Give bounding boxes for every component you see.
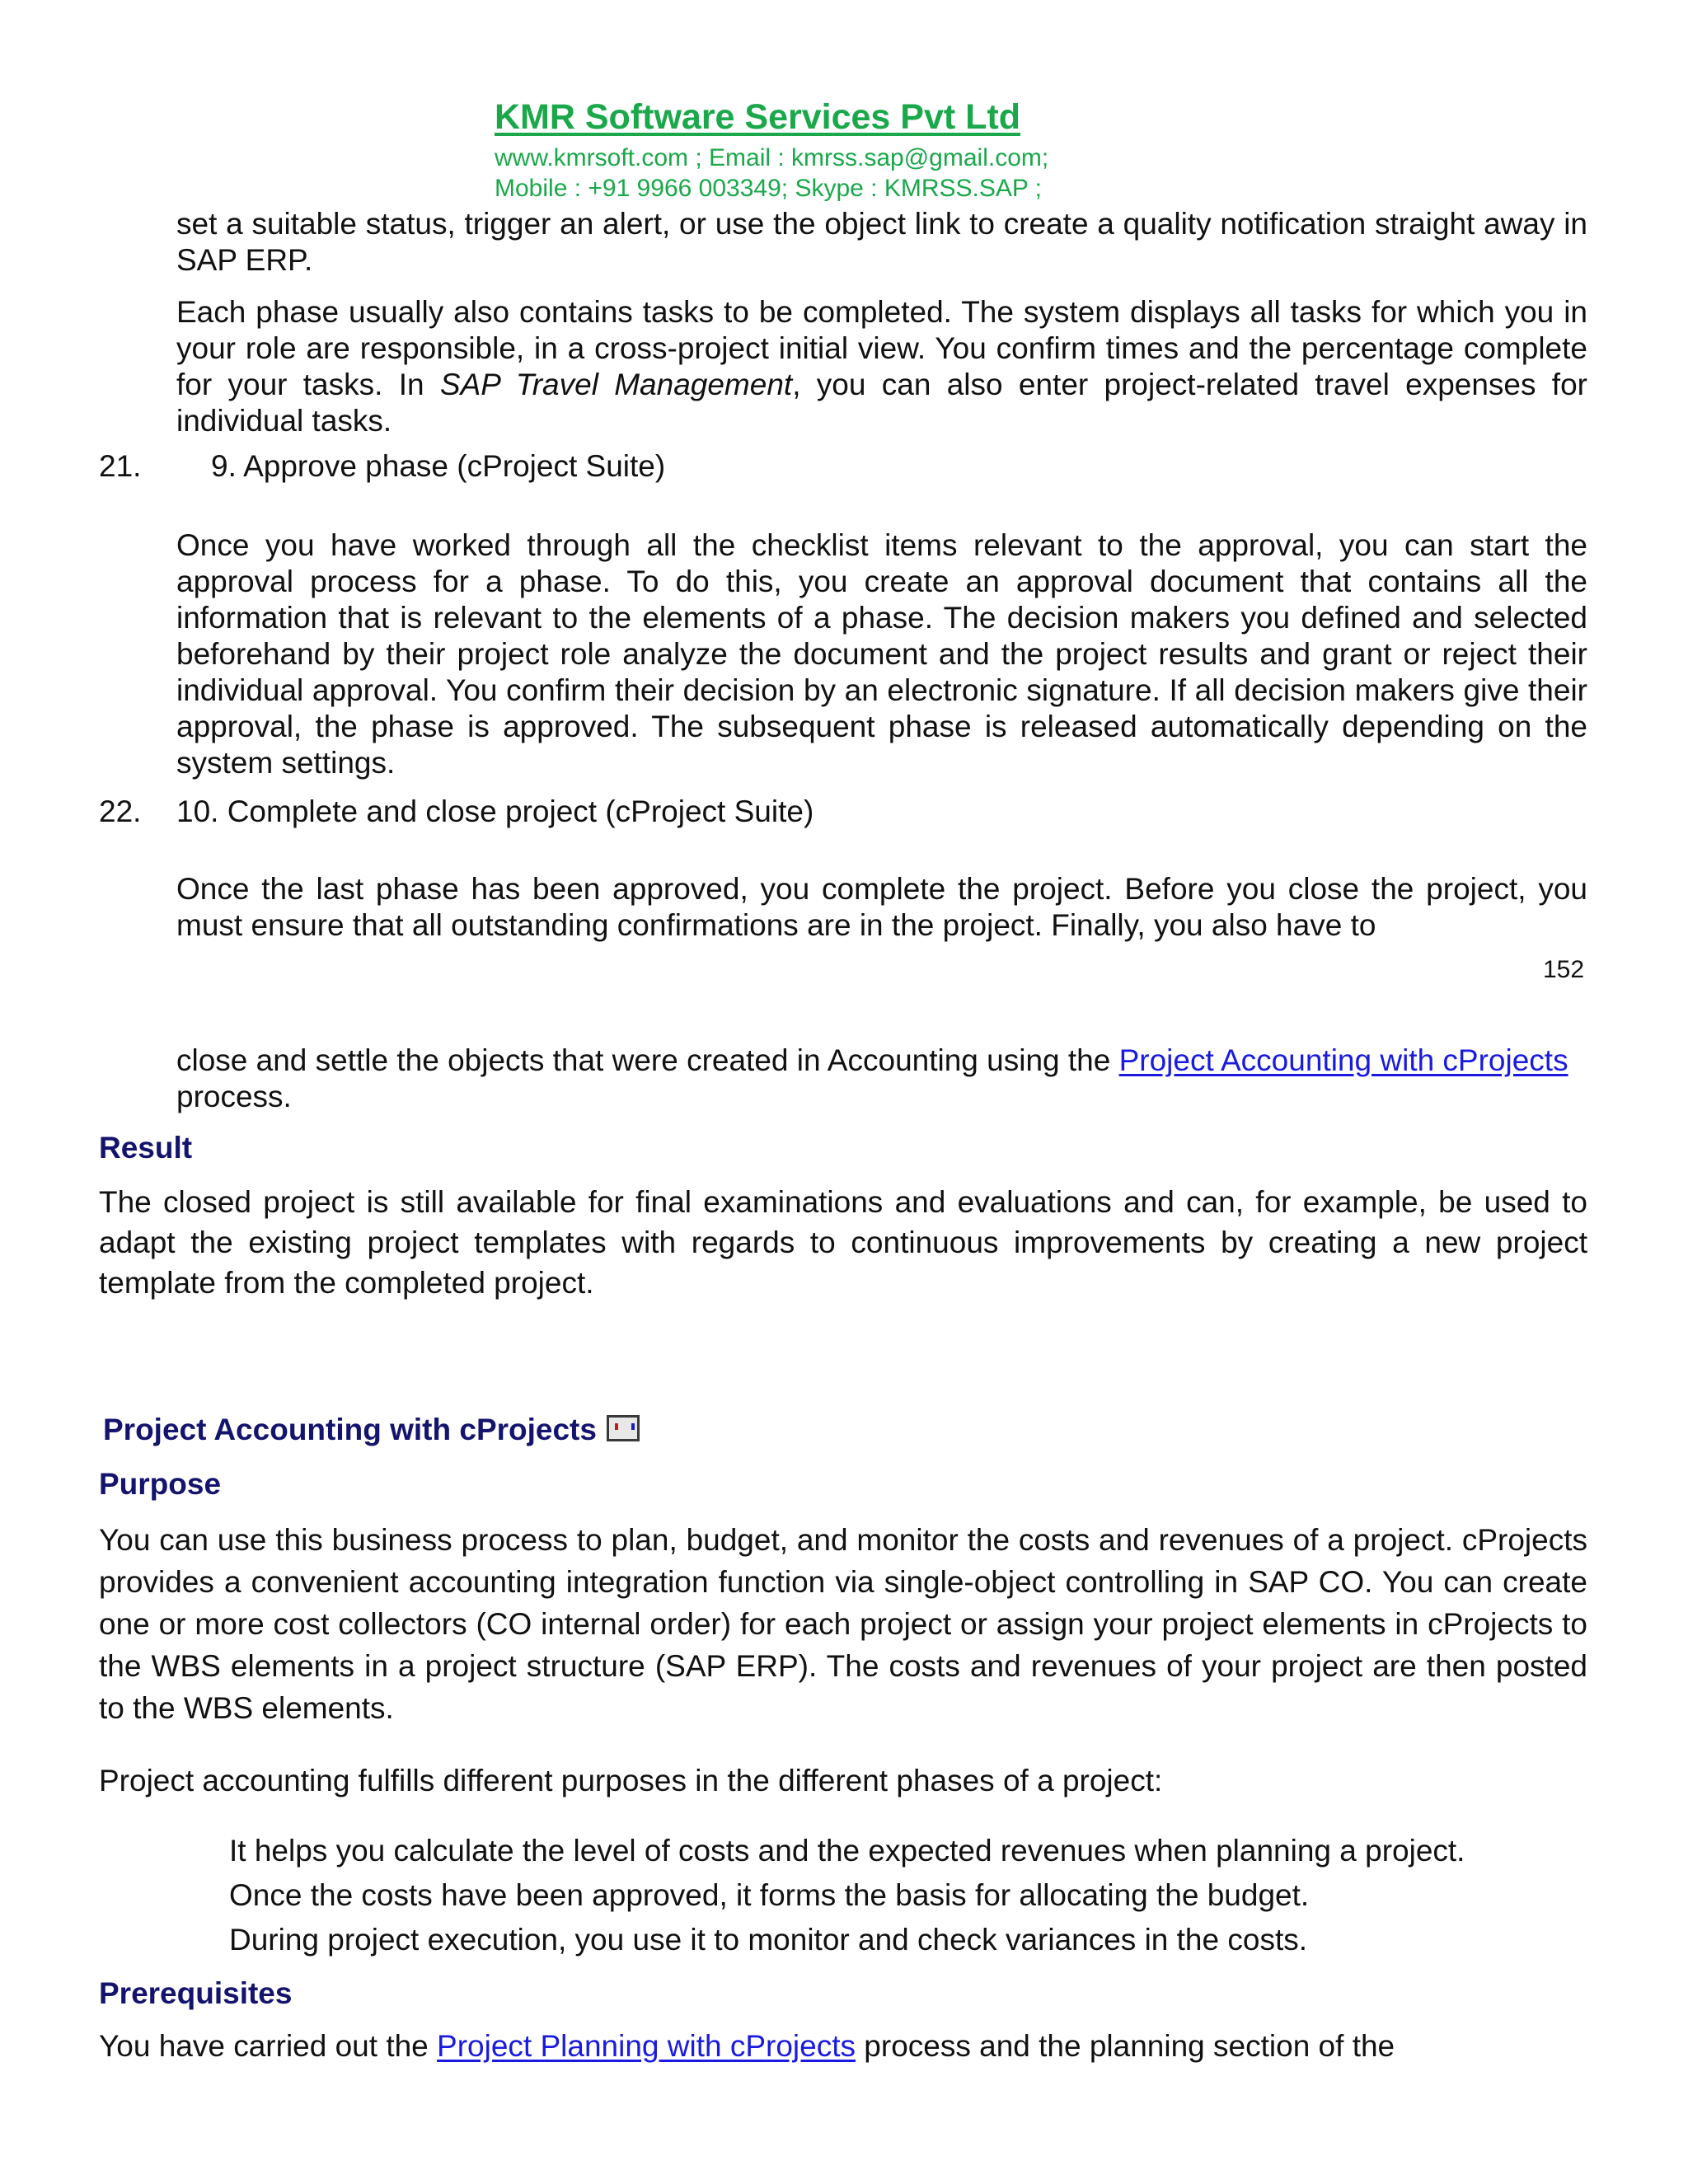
document-link-icon[interactable] — [607, 1415, 640, 1441]
prereq-text-a: You have carried out the — [99, 2029, 438, 2063]
tasks-text-b: , you can also enter project-related travel expenses for individual tasks. — [176, 368, 1587, 438]
close-paragraph — [176, 1043, 1587, 1115]
result-paragraph — [99, 1182, 1587, 1303]
close-text-b: process. — [176, 1080, 292, 1113]
step-22-title: 10. Complete and close project (cProject Suite) — [176, 794, 814, 828]
status-text: set a suitable status, trigger an alert, or use the object link to create a quality notification straight away in SAP ERP. — [176, 207, 1587, 277]
result-text: The closed project is still available for final examinations and evaluations and can, for example, be used to adapt the existing project templates with regards to continuous improvements by creating a new project template from the completed project. — [99, 1185, 1587, 1300]
complete-paragraph — [176, 871, 1587, 944]
purpose-heading: Purpose — [99, 1467, 222, 1501]
approve-text: Once you have worked through all the checklist items relevant to the approval, you can start the approval process for a phase. To do this, you create an approval document that contains all the information that is relevant to the elements of a phase. The decision makers you defined and selected beforehand by their project role analyze the document and the project results and grant or reject their individual approval. You confirm their decision by an electronic signature. If all decision makers give their approval, the phase is approved. The subsequent phase is released automatically depending on the system settings. — [176, 528, 1587, 780]
purpose-paragraph — [99, 1519, 1587, 1729]
project-accounting-link[interactable]: Project Accounting with cProjects — [1118, 1043, 1568, 1077]
contact-line-mobile-skype: Mobile : +91 9966 003349; Skype : KMRSS.SAP ; — [495, 175, 1043, 202]
tasks-paragraph — [176, 294, 1587, 439]
purpose-text: You can use this business process to plan, budget, and monitor the costs and revenues of a project. cProjects provides a convenient accounting integration function via single-object controlling in SAP CO. You can create one or more cost collectors (CO internal order) for each project or assign your project elements in cProjects to the WBS elements in a project structure (SAP ERP). The costs and revenues of your project are then posted to the WBS elements. — [99, 1523, 1587, 1725]
travel-management-term: SAP Travel Management — [439, 368, 793, 401]
prerequisites-heading: Prerequisites — [99, 1976, 293, 2010]
step-21-title: 9. Approve phase (cProject Suite) — [211, 449, 666, 483]
close-text-a: close and settle the objects that were created in Accounting using the — [176, 1043, 1119, 1077]
prerequisites-paragraph — [99, 2029, 1395, 2064]
page-number: 152 — [1543, 956, 1585, 983]
phases-intro: Project accounting fulfills different purposes in the different phases of a project: — [99, 1764, 1163, 1797]
company-title: KMR Software Services Pvt Ltd — [495, 97, 1021, 137]
section-title-text: Project Accounting with cProjects — [103, 1413, 597, 1446]
project-planning-link[interactable]: Project Planning with cProjects — [437, 2029, 856, 2063]
approve-paragraph — [176, 527, 1587, 781]
step-21-number: 21. — [99, 449, 142, 483]
list-item: Once the costs have been approved, it forms the basis for allocating the budget. — [229, 1878, 1310, 1912]
contact-line-web-email: www.kmrsoft.com ; Email : kmrss.sap@gmail.com; — [495, 144, 1049, 171]
list-item: It helps you calculate the level of costs and the expected revenues when planning a project. — [229, 1834, 1465, 1868]
status-paragraph — [176, 206, 1587, 279]
step-22-number: 22. — [99, 794, 142, 828]
list-item: During project execution, you use it to monitor and check variances in the costs. — [229, 1923, 1308, 1957]
prereq-text-b: process and the planning section of the — [856, 2029, 1395, 2063]
section-title — [103, 1413, 640, 1447]
tasks-text-a: Each phase usually also contains tasks to be completed. The system displays all tasks for which you in your role are responsible, in a cross-project initial view. You confirm times and the percentage complete for your tasks. In — [176, 295, 1587, 401]
result-heading: Result — [99, 1131, 193, 1165]
complete-text: Once the last phase has been approved, you complete the project. Before you close the project, you must ensure that all outstanding confirmations are in the project. Finally, you also have to — [176, 872, 1587, 942]
